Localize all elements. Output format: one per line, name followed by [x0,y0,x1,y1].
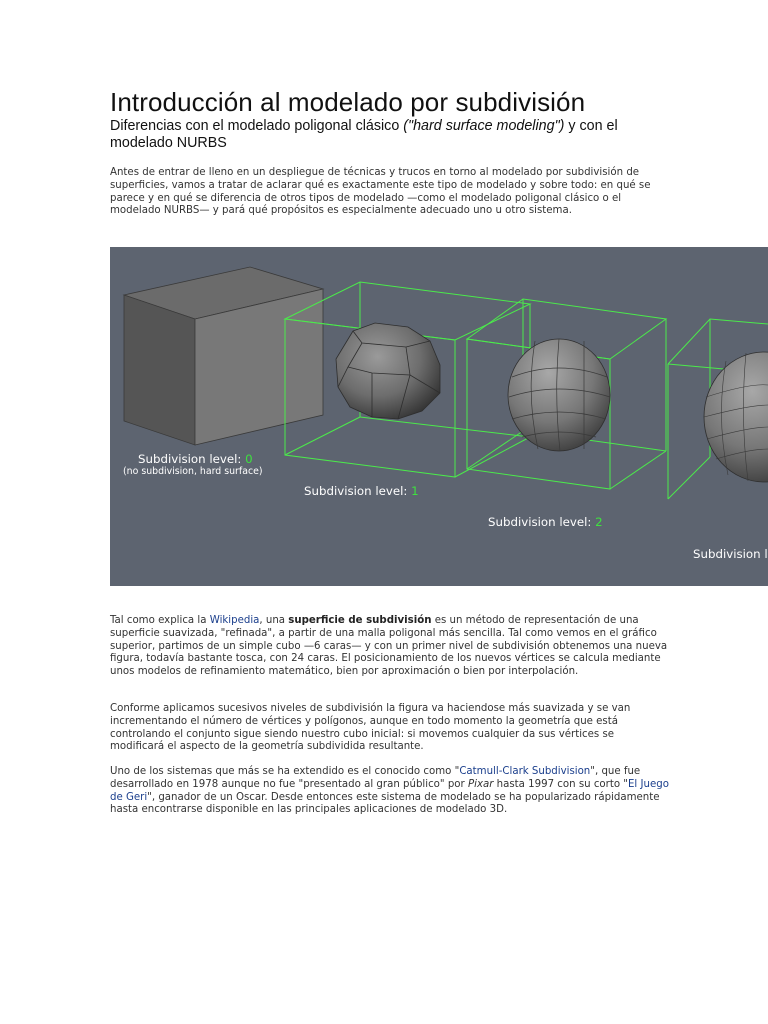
shape-level-2 [508,339,610,451]
para1-text-c: es un método de representación de una superficie suavizada, "refinada", a partir de una malla poligonal más sencilla. Tal como vemos en el gráfico superior, partimos de un simple cubo —6 caras— y con un primer nivel de subdivisión obtenemos una nueva figura, todavía bastante tosca, con 24 caras. El posicionamiento de los nuevos vértices se calcula mediante unos modelos de refinamiento matemático, bien por aproximación o bien por interpolación. [110,615,668,678]
level-1-prefix: Subdivision level: [304,484,412,498]
shape-level-3 [704,352,768,482]
page-subtitle [110,118,670,152]
level-0-note: (no subdivision, hard surface) [123,466,263,477]
subtitle-text: Diferencias con el modelado poligonal clásico [110,118,404,134]
para3-text-b: ", que fue desarrollado en 1978 aunque no fue "presentado al gran público" por [110,766,641,790]
subdivision-levels-figure [110,247,768,586]
para3-text-c: hasta 1997 con su corto " [493,778,628,790]
paragraph-2: Conforme aplicamos sucesivos niveles de subdivisión la figura va haciendose más suavizada y se van incrementando el número de vértices y polígonos, aunque en todo momento la geometría que está controlando el conjunto sigue siendo nuestro cubo inicial: si movemos cualquier da sus vértices se modificará el aspecto de la geometría subdividida resultante. [110,703,631,753]
pixar-italic: Pixar [467,778,494,790]
subtitle-text-end: y con el modelado NURBS [110,118,618,151]
subtitle-italic: ("hard surface modeling") [403,118,565,134]
page-title: Introducción al modelado por subdivisión [110,87,586,117]
level-2-prefix: Subdivision level: [488,515,596,529]
level-2-value: 2 [595,515,603,529]
para1-text-b: , una [259,615,289,626]
wikipedia-link[interactable]: Wikipedia [209,615,260,626]
paragraph-3 [110,766,670,817]
cube-level-0 [124,267,323,445]
para3-text-d: ", ganador de un Oscar. Desde entonces este sistema de modelado se ha popularizado rápidamente hasta encontrarse disponible en las principales aplicaciones de modelado 3D. [110,791,660,816]
level-0-value: 0 [245,452,253,466]
level-1-value: 1 [411,484,419,498]
el-juego-de-geri-link[interactable]: El Juego de Geri [110,778,669,803]
para3-text-a: Uno de los sistemas que más se ha extendido es el conocido como " [110,766,460,777]
para1-text-a: Tal como explica la [110,615,210,626]
catmull-clark-link[interactable]: Catmull-Clark Subdivision [459,766,591,777]
level-3-label: Subdivision l [693,547,768,561]
level-2-label [488,515,603,529]
para1-bold-term: superficie de subdivisión [288,615,432,626]
subdivision-illustration [110,247,768,586]
level-0-label [138,452,253,466]
level-0-prefix: Subdivision level: [138,452,246,466]
paragraph-1 [110,615,670,679]
shape-level-1 [336,323,440,419]
level-1-label [304,484,419,498]
intro-paragraph: Antes de entrar de lleno en un despliegue de técnicas y trucos en torno al modelado por subdivisión de superficies, vamos a tratar de aclarar qué es exactamente este tipo de modelado y sobre todo: en qué se parece y en qué se diferencia de otros tipos de modelado —como el modelado poligonal clásico o el modelado NURBS— y pará qué propósitos es especialmente adecuado uno u otro sistema. [110,167,651,217]
